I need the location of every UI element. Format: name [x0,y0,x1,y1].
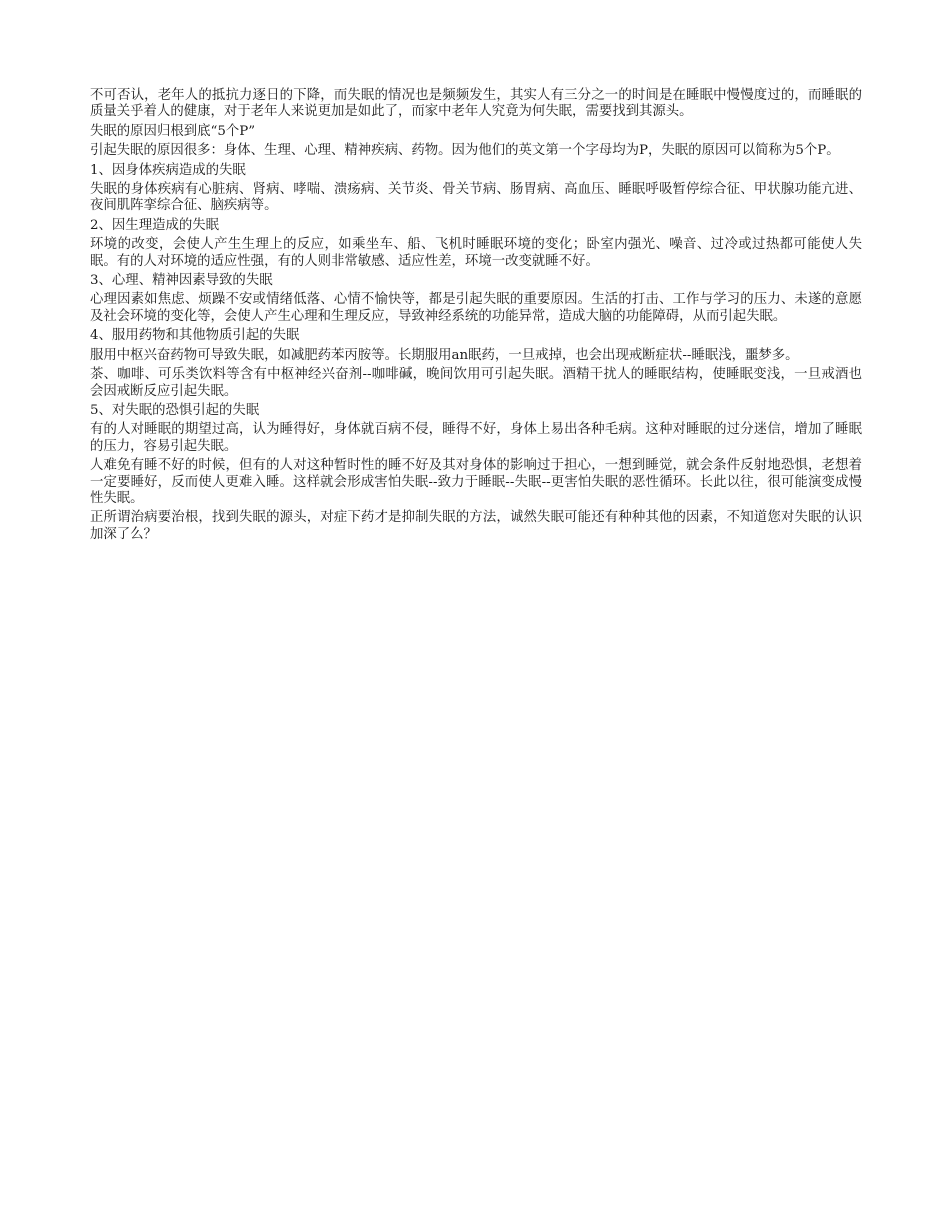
five-p-paragraph: 引起失眠的原因很多：身体、生理、心理、精神疾病、药物。因为他们的英文第一个字母均为P，失眠的原因可以简称为5个P。 [90,143,840,159]
fear-paragraph-1: 有的人对睡眠的期望过高，认为睡得好，身体就百病不侵，睡得不好，身体上易出各种毛病。这种对睡眠的过分迷信，增加了睡眠的压力，容易引起失眠。 [90,422,862,454]
drugs-paragraph: 服用中枢兴奋药物可导致失眠，如减肥药苯丙胺等。长期服用an眠药，一旦戒掉，也会出现戒断症状--睡眠浅，噩梦多。 [90,347,799,363]
heading-drugs: 4、服用药物和其他物质引起的失眠 [90,328,300,344]
physiological-paragraph: 环境的改变，会使人产生生理上的反应，如乘坐车、船、飞机时睡眠环境的变化；卧室内强光、噪音、过冷或过热都可能使人失眠。有的人对环境的适应性强，有的人则非常敏感、适应性差，环境一改变就睡不好。 [90,237,862,269]
psychological-paragraph: 心理因素如焦虑、烦躁不安或情绪低落、心情不愉快等，都是引起失眠的重要原因。生活的打击、工作与学习的压力、未遂的意愿及社会环境的变化等，会使人产生心理和生理反应，导致神经系统的功能异常，造成大脑的功能障碍，从而引起失眠。 [90,292,862,324]
document-body [90,88,862,546]
conclusion-paragraph: 正所谓治病要治根，找到失眠的源头，对症下药才是抑制失眠的方法，诚然失眠可能还有种种其他的因素，不知道您对失眠的认识加深了么？ [90,510,862,542]
intro-paragraph: 不可否认，老年人的抵抗力逐日的下降，而失眠的情况也是频频发生，其实人有三分之一的时间是在睡眠中慢慢度过的，而睡眠的质量关乎着人的健康，对于老年人来说更加是如此了，而家中老年人究竟为何失眠，需要找到其源头。 [90,88,862,120]
section-heading-five-p: 失眠的原因归根到底“5个P” [90,123,256,139]
fear-paragraph-2: 人难免有睡不好的时候，但有的人对这种暂时性的睡不好及其对身体的影响过于担心，一想到睡觉，就会条件反射地恐惧，老想着一定要睡好，反而使人更难入睡。这样就会形成害怕失眠--致力于睡眠--失眠--更害怕失眠的恶性循环。长此以往，很可能演变成慢性失眠。 [90,458,862,506]
beverages-paragraph: 茶、咖啡、可乐类饮料等含有中枢神经兴奋剂--咖啡碱，晚间饮用可引起失眠。酒精干扰人的睡眠结构，使睡眠变浅，一旦戒酒也会因戒断反应引起失眠。 [90,367,862,399]
heading-physiological: 2、因生理造成的失眠 [90,217,220,233]
heading-fear: 5、对失眠的恐惧引起的失眠 [90,402,260,418]
heading-physical-disease: 1、因身体疾病造成的失眠 [90,162,246,178]
heading-psychological: 3、心理、精神因素导致的失眠 [90,273,273,289]
physical-disease-paragraph: 失眠的身体疾病有心脏病、肾病、哮喘、溃疡病、关节炎、骨关节病、肠胃病、高血压、睡眠呼吸暂停综合征、甲状腺功能亢进、夜间肌阵挛综合征、脑疾病等。 [90,182,862,214]
